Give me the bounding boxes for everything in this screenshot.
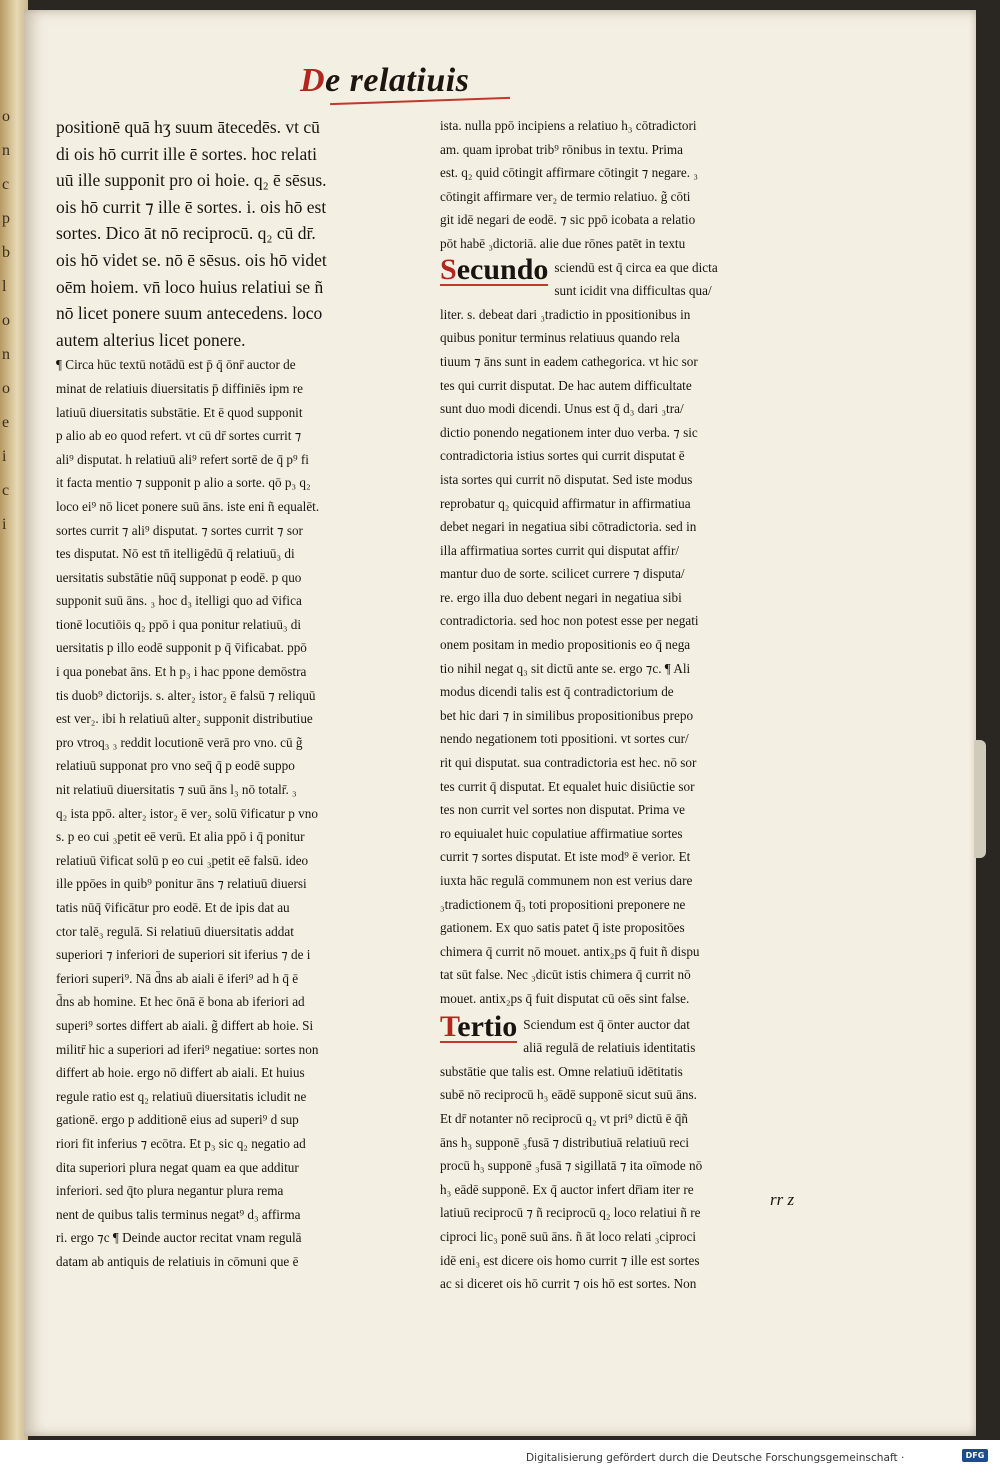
- secundo-lines: [554, 256, 717, 303]
- secundo-initial: S: [440, 252, 457, 286]
- text-line: ois hō videt se. nō ē sēsus. ois hō videt: [56, 249, 327, 270]
- text-line: modus dicendi talis est q̄ contradictorium de: [440, 684, 674, 700]
- running-head: [300, 62, 469, 100]
- secundo-rubric: [440, 252, 549, 286]
- text-line: supponit suū āns. ₃ hoc d₃ itelligi quo ad v̄ifica: [56, 593, 302, 609]
- text-line: nent de quibus talis terminus negat⁹ d₃ affirma: [56, 1206, 301, 1222]
- text-line: cōtingit affirmare ver₂ de termio relatiuo. g̃ cōti: [440, 188, 691, 204]
- text-line: p alio ab eo quod refert. vt cū dr̄ sortes currit ⁊: [56, 428, 302, 444]
- text-line: pōt habē ₃dictoriā. alie due rōnes patēt in textu: [440, 235, 686, 251]
- dfg-logo: DFG: [962, 1449, 988, 1462]
- previous-page-letter: b: [2, 244, 10, 261]
- text-line: ctor talē₃ regulā. Si relatiuū diuersitatis addat: [56, 923, 294, 939]
- text-line: oēm hoiem. vn̄ loco huius relatiui se ñ: [56, 276, 324, 297]
- text-line: sortes currit ⁊ ali⁹ disputat. ⁊ sortes currit ⁊ sor: [56, 522, 303, 538]
- text-line: gationem. Ex quo satis patet q̄ iste propositōes: [440, 920, 685, 936]
- previous-page-letter: o: [2, 108, 10, 125]
- running-head-text: e relatiuis: [325, 62, 470, 99]
- previous-page-letter: l: [2, 278, 7, 295]
- text-line: debet negari in negatiua sibi cōtradictoria. sed in: [440, 519, 697, 535]
- text-line: regule ratio est q₂ relatiuū diuersitatis icludit ne: [56, 1088, 307, 1104]
- text-line: uersitatis p illo eodē supponit p q̄ v̄ificabat. ppō: [56, 640, 307, 656]
- text-line: loco ei⁹ nō licet ponere suū āns. iste eni ñ equalēt.: [56, 498, 320, 514]
- secundo-rest: ecundo: [456, 252, 549, 286]
- running-head-initial: D: [300, 62, 326, 99]
- text-line: h₃ eādē supponē. Ex q̄ auctor infert dr̄iam iter re: [440, 1181, 694, 1197]
- text-line: substātie que talis est. Omne relatiuū idētitatis: [440, 1063, 683, 1079]
- previous-page-letters: [2, 100, 20, 542]
- previous-page-letter: n: [2, 346, 10, 363]
- text-line: sunt duo modi dicendi. Unus est q̄ d₃ dari ₃tra/: [440, 401, 684, 417]
- text-line: autem alterius licet ponere.: [56, 329, 246, 350]
- previous-page-letter: o: [2, 380, 10, 397]
- text-line: illa affirmatiua sortes currit qui disputat affir/: [440, 542, 680, 558]
- previous-page-letter: i: [2, 448, 7, 465]
- text-line: Et dr̄ notanter nō reciprocū q₂ vt pri⁹ dictū ē q̄ñ: [440, 1110, 688, 1126]
- page-tab-marker: [974, 740, 986, 858]
- right-column-block-1: [440, 114, 842, 256]
- text-line: currit ⁊ sortes disputat. Et iste mod⁹ ē verior. Et: [440, 849, 691, 865]
- previous-page-letter: c: [2, 176, 10, 193]
- text-line: differt ab hoie. ergo nō differt ab aiali. Et huius: [56, 1065, 305, 1081]
- text-line: mantur duo de sorte. scilicet currere ⁊ disputa/: [440, 566, 685, 582]
- text-line: sortes. Dico āt nō reciprocū. q₂ cū dr̄.: [56, 223, 316, 244]
- text-line: ois hō currit ⁊ ille ē sortes. i. ois hō est: [56, 196, 327, 217]
- text-line: superiori ⁊ inferiori de superiori sit iferius ⁊ de i: [56, 947, 311, 963]
- text-line: chimera q̄ currit nō mouet. antix₂ps q̄ fuit ñ dispu: [440, 943, 700, 959]
- text-line: tis duob⁹ dictorijs. s. alter₂ istor₂ ē falsū ⁊ reliquū: [56, 687, 316, 703]
- text-line: tio nihil negat q₃ sit dictū ante se. ergo ⁊c. ¶ Ali: [440, 660, 691, 676]
- text-line: ro equiualet huic copulatiue affirmatiue sortes: [440, 825, 683, 841]
- text-line: est. q₂ quid cōtingit affirmare cōtingit ⁊ negare. ₃: [440, 165, 698, 181]
- text-line: q₂ ista ppō. alter₂ istor₂ ē ver₂ solū v̄ificatur p vno: [56, 805, 318, 821]
- text-line: sunt icidit vna difficultas qua/: [554, 283, 712, 299]
- text-line: datam ab antiquis de relatiuis in cōmuni que ē: [56, 1253, 299, 1269]
- previous-page-letter: p: [2, 210, 10, 227]
- text-line: ¶ Circa hūc textū notādū est p̄ q̄ ōnr̄ auctor de: [56, 357, 296, 373]
- previous-page-letter: i: [2, 516, 7, 533]
- text-line: it facta mentio ⁊ supponit p alio a sorte. qō p₃ q₂: [56, 475, 311, 491]
- text-line: relatiuū v̄ificat solū p eo cui ₃petit eē falsū. ideo: [56, 852, 309, 868]
- text-line: sciendū est q̄ circa ea que dicta: [554, 259, 718, 275]
- text-line: bet hic dari ⁊ in similibus propositionibus prepo: [440, 707, 694, 723]
- text-line: i qua ponebat āns. Et h p₃ i hac ppone demōstra: [56, 664, 307, 680]
- left-column: [56, 114, 418, 1274]
- text-line: tatis nūq̄ v̄ificātur pro eodē. Et de ipis dat au: [56, 900, 290, 915]
- text-line: minat de relatiuis diuersitatis p̄ diffiniēs ipm re: [56, 380, 303, 396]
- text-line: onem positam in medio propositionis eo q̄ nega: [440, 637, 691, 653]
- text-line: tiuum ⁊ āns sunt in eadem cathegorica. vt hic sor: [440, 353, 698, 369]
- previous-page-letter: c: [2, 482, 10, 499]
- text-line: procū h₃ supponē ₃fusā ⁊ sigillatā ⁊ ita oīmode nō: [440, 1158, 703, 1174]
- text-line: dita superiori plura negat quam ea que additur: [56, 1159, 299, 1175]
- text-line: contradictoria istius sortes qui currit disputat ē: [440, 448, 685, 464]
- text-line: nō licet ponere suum antecedens. loco: [56, 303, 323, 324]
- text-line: am. quam iprobat trib⁹ rōnibus in textu. Prima: [440, 141, 684, 157]
- previous-page-letter: n: [2, 142, 10, 159]
- text-line: feriori superi⁹. Nā d̄ns ab aiali ē iferi⁹ ad h q̄ ē: [56, 970, 299, 986]
- text-line: idē eni₃ est dicere ois homo currit ⁊ ille est sortes: [440, 1252, 700, 1268]
- text-line: uersitatis substātie nūq̄ supponat p eodē. p quo: [56, 569, 302, 585]
- right-column-block-2: [440, 303, 842, 1011]
- text-line: latiuū reciprocū ⁊ ñ reciprocū q₂ loco relatiui ñ re: [440, 1205, 701, 1221]
- text-line: pro vtroq₃ ₃ reddit locutionē verā pro vno. cū g̃: [56, 734, 303, 750]
- text-line: s. p eo cui ₃petit eē verū. Et alia ppō i q̄ ponitur: [56, 829, 305, 845]
- text-line: tes qui currit disputat. De hac autem difficultate: [440, 377, 692, 393]
- text-line: nit relatiuū diuersitatis ⁊ suū āns l₃ nō totalr̄. ₃: [56, 782, 297, 798]
- signature-mark: rr z: [770, 1190, 795, 1209]
- text-line: tes disputat. Nō est tn̄ itelligēdū q̄ relatiuū₃ di: [56, 546, 295, 562]
- text-line: re. ergo illa duo debent negari in negatiua sibi: [440, 589, 682, 605]
- text-line: ac si diceret ois hō currit ⁊ ois hō est sortes. Non: [440, 1276, 697, 1292]
- text-line: reprobatur q₂ quicquid affirmatur in affirmatiua: [440, 495, 691, 511]
- text-line: relatiuū supponat pro vno seq̄ q̄ p eodē suppo: [56, 758, 295, 774]
- text-line: inferiori. sed q̄to plura negantur plura rema: [56, 1183, 284, 1199]
- text-line: superi⁹ sortes differt ab aiali. g̃ differt ab hoie. Si: [56, 1017, 314, 1033]
- previous-page-letter: o: [2, 312, 10, 329]
- text-line: latiuū diuersitatis substātie. Et ē quod supponit: [56, 404, 303, 420]
- text-line: ri. ergo ⁊c ¶ Deinde auctor recitat vnam regulā: [56, 1230, 302, 1246]
- text-line: tionē locutiōis q₂ ppō i qua ponitur relatiuū₃ di: [56, 616, 302, 632]
- text-line: ₃tradictionem q̄₃ toti propositioni preponere ne: [440, 896, 686, 912]
- tertio-lines: [523, 1013, 695, 1060]
- text-line: iuxta hāc regulā communem non est verius dare: [440, 873, 693, 888]
- tertio-rest: ertio: [457, 1009, 518, 1043]
- text-line: Sciendum est q̄ ōnter auctor dat: [523, 1016, 690, 1032]
- text-line: ali⁹ disputat. h relatiuū ali⁹ refert sortē de q̄ p⁹ fi: [56, 451, 309, 467]
- text-line: riori fit inferius ⁊ ecōtra. Et p₃ sic q₂ negatio ad: [56, 1135, 306, 1151]
- secundo-section: [440, 252, 842, 303]
- text-line: quibus ponitur terminus relatiuus quando rela: [440, 330, 680, 346]
- text-line: tes non currit vel sortes non disputat. Prima ve: [440, 802, 686, 818]
- text-line: dictio ponendo negationem inter duo verba. ⁊ sic: [440, 424, 698, 440]
- text-line: positionē quā hʒ suum ātecedēs. vt cū: [56, 117, 320, 137]
- text-line: subē nō reciprocū h₃ eādē supponē sicut suū āns.: [440, 1087, 697, 1103]
- tertio-initial: T: [440, 1009, 458, 1043]
- text-line: git idē negari de eodē. ⁊ sic ppō icobata a relatio: [440, 212, 696, 228]
- footer-credit: Digitalisierung gefördert durch die Deutsche Forschungsgemeinschaft ·: [526, 1452, 905, 1464]
- text-line: ista sortes qui currit nō disputat. Sed iste modus: [440, 471, 693, 487]
- text-line: est ver₂. ibi h relatiuū alter₂ supponit distributiue: [56, 711, 313, 727]
- text-line: ista. nulla ppō incipiens a relatiuo h₃ cōtradictori: [440, 118, 697, 133]
- text-line: tes currit q̄ disputat. Et equalet huic disiūctie sor: [440, 778, 695, 794]
- tertio-section: [440, 1009, 842, 1060]
- text-line: ciproci lic₃ ponē suū āns. ñ āt loco relati ₃ciproci: [440, 1228, 697, 1244]
- text-line: uū ille supponit pro oi hoie. q₂ ē sēsus.: [56, 170, 327, 191]
- tertio-rubric: [440, 1009, 518, 1043]
- text-line: d̄ns ab homine. Et hec ōnā ē bona ab iferiori ad: [56, 994, 305, 1010]
- text-line: militr̄ hic a superiori ad iferi⁹ negatiue: sortes non: [56, 1041, 319, 1057]
- text-line: liter. s. debeat dari ₃tradictio in ppositionibus in: [440, 306, 691, 322]
- previous-page-letter: e: [2, 414, 10, 431]
- right-column: [440, 114, 842, 1296]
- text-line: tat sūt false. Nec ₃dicūt istis chimera q̄ currit nō: [440, 967, 691, 983]
- text-line: mouet. antix₂ps q̄ fuit disputat cū oēs sint false.: [440, 990, 690, 1006]
- text-line: rit qui disputat. sua contradictoria est hec. nō sor: [440, 755, 697, 771]
- text-line: di ois hō currit ille ē sortes. hoc relati: [56, 143, 317, 164]
- text-line: contradictoria. sed hoc non potest esse per negati: [440, 613, 699, 629]
- text-line: aliā regulā de relatiuis identitatis: [523, 1040, 696, 1056]
- right-column-block-3: [440, 1060, 842, 1296]
- text-line: gationē. ergo p additionē eius ad superi⁹ d sup: [56, 1112, 299, 1128]
- text-line: āns h₃ supponē ₃fusā ⁊ distributiuā relatiuū reci: [440, 1134, 690, 1150]
- text-line: nendo negationem toti ppositioni. vt sortes cur/: [440, 731, 689, 747]
- text-line: ille ppōes in quib⁹ ponitur āns ⁊ relatiuū diuersi: [56, 876, 307, 892]
